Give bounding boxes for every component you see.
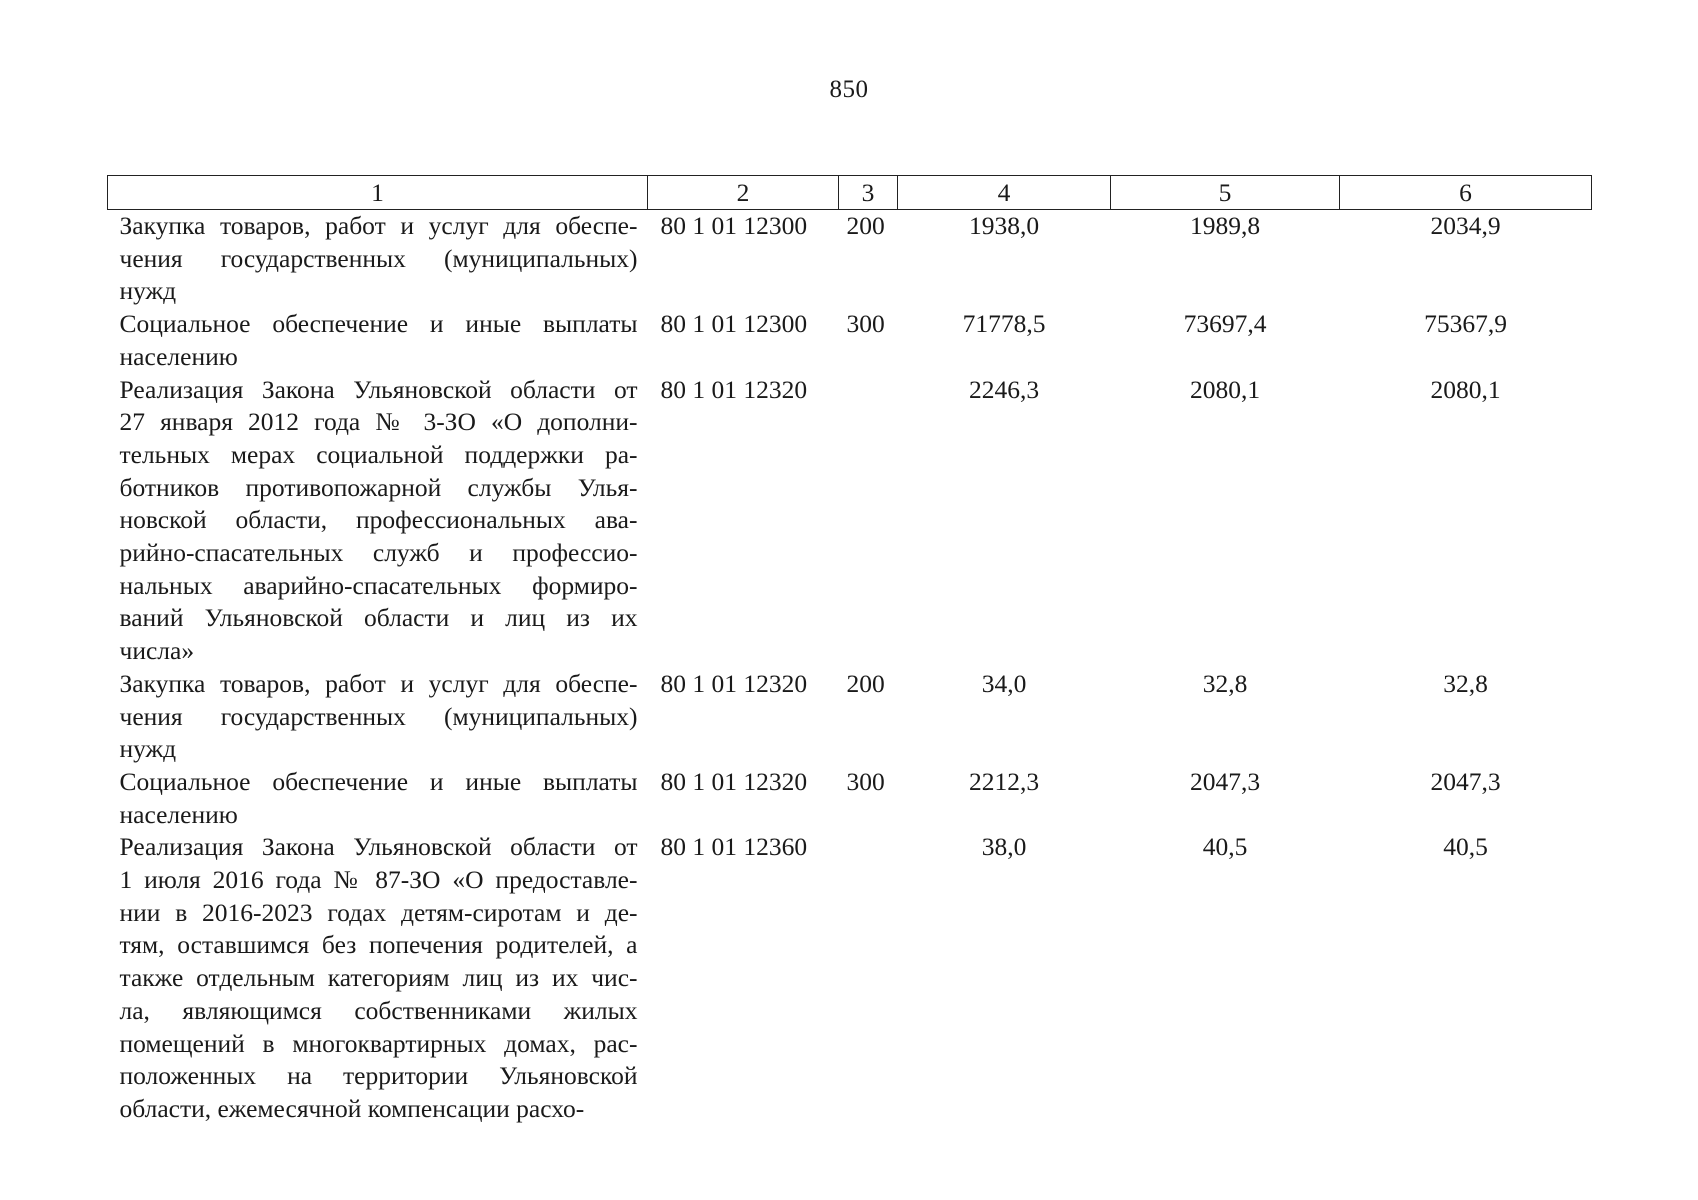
table-row xyxy=(108,766,1592,831)
row-target-article-code: 80 1 01 12320 xyxy=(660,668,808,698)
row-amount-year-3: 2080,1 xyxy=(1430,374,1501,404)
table-row xyxy=(108,210,1592,309)
row-target-article-code: 80 1 01 12320 xyxy=(660,766,808,796)
row-name-line: тельных мерах социальной поддержки ра- xyxy=(119,439,638,469)
row-name-line: Закупка товаров, работ и услуг для обеспе- xyxy=(119,668,638,698)
row-name-line: нужд xyxy=(119,734,177,764)
row-name-line: новской области, профессиональных ава- xyxy=(119,505,638,535)
row-amount-year-1: 1938,0 xyxy=(968,211,1040,240)
row-name-line: ботников противопожарной службы Улья- xyxy=(119,472,638,502)
row-name xyxy=(108,831,648,1125)
header-col-6: 6 xyxy=(1340,176,1592,210)
row-name-line: ваний Ульяновской области и лиц из их xyxy=(119,603,638,633)
table-body xyxy=(108,210,1592,1126)
row-expense-type-code: 300 xyxy=(846,309,885,339)
row-target-article-code: 80 1 01 12300 xyxy=(660,309,808,339)
row-name-line: населению xyxy=(119,799,238,829)
row-amount-year-3: 2047,3 xyxy=(1430,766,1501,796)
row-name-line: помещений в многоквартирных домах, рас- xyxy=(119,1028,638,1058)
table-row xyxy=(108,831,1592,1125)
row-amount-year-3: 2034,9 xyxy=(1430,211,1501,240)
row-name-line: тям, оставшимся без попечения родителей, а xyxy=(119,930,638,960)
row-name-line: также отдельным категориям лиц из их чис- xyxy=(119,963,638,993)
row-name-line: нии в 2016-2023 годах детям-сиротам и де- xyxy=(119,897,638,927)
row-expense-type-code: 300 xyxy=(846,766,885,796)
row-name-line: нужд xyxy=(119,276,177,306)
row-name-line: населению xyxy=(119,341,238,371)
row-amount-year-3: 32,8 xyxy=(1443,668,1488,698)
table-row xyxy=(108,374,1592,668)
budget-table xyxy=(107,175,1592,1126)
header-row xyxy=(108,176,1592,210)
row-expense-type-code: 200 xyxy=(846,668,885,698)
row-expense-type-code xyxy=(839,374,898,668)
row-amount-year-2: 40,5 xyxy=(1202,832,1248,862)
row-name-line: положенных на территории Ульяновской xyxy=(119,1061,638,1091)
row-name-line: чения государственных (муниципальных) xyxy=(119,243,638,273)
row-name-line: области, ежемесячной компенсации расхо- xyxy=(119,1093,585,1123)
row-amount-year-3: 75367,9 xyxy=(1424,309,1507,339)
row-target-article-code: 80 1 01 12320 xyxy=(660,374,808,404)
row-name-line: числа» xyxy=(119,636,195,666)
table-row xyxy=(108,668,1592,766)
row-name-line: 1 июля 2016 года № 87-ЗО «О предоставле- xyxy=(119,865,638,895)
page-number: 850 xyxy=(829,76,869,103)
row-name-line: чения государственных (муниципальных) xyxy=(119,701,638,731)
row-amount-year-2: 2047,3 xyxy=(1189,766,1261,796)
row-name-line: Социальное обеспечение и иные выплаты xyxy=(119,309,638,339)
header-col-2: 2 xyxy=(648,176,839,210)
row-name-line: рийно-спасательных служб и профессио- xyxy=(119,538,638,568)
row-amount-year-1: 71778,5 xyxy=(962,309,1046,339)
header-col-5: 5 xyxy=(1111,176,1340,210)
row-amount-year-1: 2246,3 xyxy=(968,374,1040,404)
row-amount-year-2: 73697,4 xyxy=(1183,309,1267,339)
row-name-line: Реализация Закона Ульяновской области от xyxy=(119,832,638,862)
row-amount-year-1: 38,0 xyxy=(981,832,1027,862)
row-name-line: Закупка товаров, работ и услуг для обеспе- xyxy=(119,211,638,240)
row-amount-year-1: 2212,3 xyxy=(968,766,1040,796)
row-name xyxy=(108,766,648,831)
row-expense-type-code: 200 xyxy=(846,211,885,240)
row-name-line: 27 января 2012 года № 3-ЗО «О дополни- xyxy=(119,407,638,437)
header-col-3: 3 xyxy=(839,176,898,210)
row-name-line: Реализация Закона Ульяновской области от xyxy=(119,374,638,404)
row-amount-year-3: 40,5 xyxy=(1443,832,1488,862)
row-amount-year-2: 32,8 xyxy=(1202,668,1248,698)
header-col-1: 1 xyxy=(108,176,648,210)
table-header xyxy=(108,176,1592,210)
row-name xyxy=(108,308,648,373)
table-row xyxy=(108,308,1592,373)
row-name-line: ла, являющимся собственниками жилых xyxy=(119,995,638,1025)
row-name-line: Социальное обеспечение и иные выплаты xyxy=(119,766,638,796)
row-name xyxy=(108,668,648,766)
row-amount-year-1: 34,0 xyxy=(981,668,1027,698)
header-col-4: 4 xyxy=(898,176,1111,210)
row-amount-year-2: 1989,8 xyxy=(1189,211,1261,240)
row-expense-type-code xyxy=(839,831,898,1125)
row-target-article-code: 80 1 01 12360 xyxy=(660,832,808,862)
row-name xyxy=(108,374,648,668)
row-name xyxy=(108,210,648,309)
row-amount-year-2: 2080,1 xyxy=(1189,374,1261,404)
row-name-line: нальных аварийно-спасательных формиро- xyxy=(119,570,638,600)
row-target-article-code: 80 1 01 12300 xyxy=(660,211,808,240)
